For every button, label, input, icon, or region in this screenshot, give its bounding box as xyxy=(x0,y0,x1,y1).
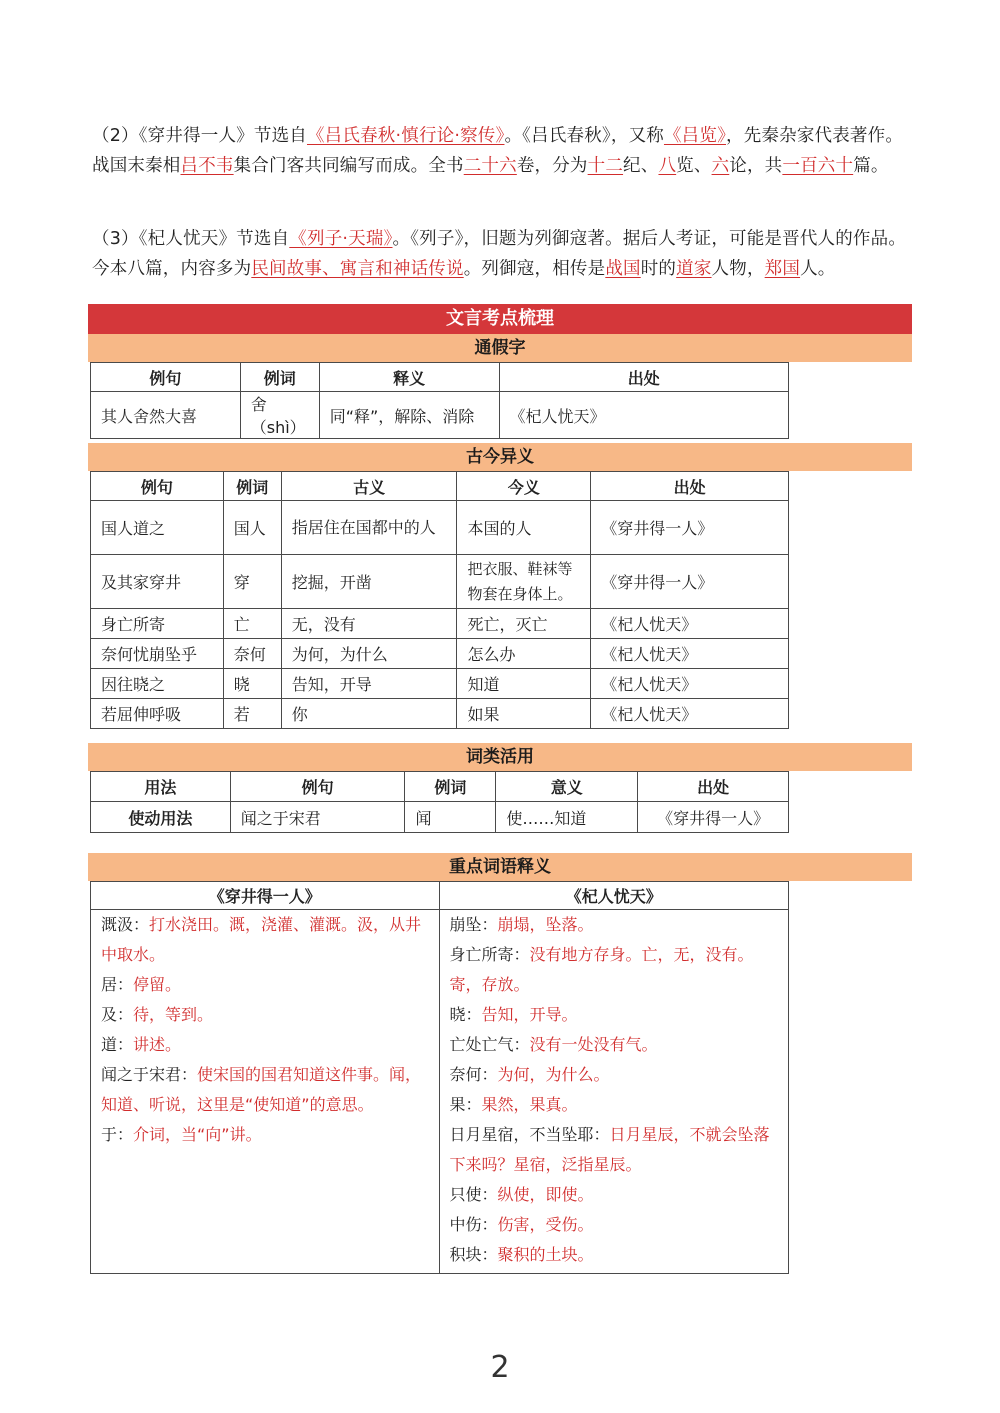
table-header-row: 用法 例句 例词 意义 出处 xyxy=(91,772,789,802)
table-header-row: 例句 例词 古义 今义 出处 xyxy=(91,472,789,501)
note-item: 居：停留。 xyxy=(101,975,182,994)
table-row: 及其家穿井 穿 挖掘，开凿 把衣服、鞋袜等物套在身体上。 《穿井得一人》 xyxy=(91,555,789,609)
gujin-table xyxy=(90,471,789,729)
note-item: 亡处亡气：没有一处没有气。 xyxy=(449,1035,658,1054)
cilei-table xyxy=(90,771,789,833)
table-row: 身亡所寄 亡 无，没有 死亡，灭亡 《杞人忧天》 xyxy=(91,609,789,639)
note-item: 只使：纵使，即使。 xyxy=(449,1185,594,1204)
source-title: 《吕氏春秋·慎行论·察传》 xyxy=(306,126,505,146)
note-item: 果：果然，果真。 xyxy=(449,1095,578,1114)
note-item: 闻之于宋君：使宋国的国君知道这件事。闻，知道、听说，这里是“使知道”的意思。 xyxy=(101,1065,422,1114)
note-item: 道：讲述。 xyxy=(101,1035,182,1054)
note-item: 晓：告知，开导。 xyxy=(449,1005,578,1024)
right-notes xyxy=(439,910,788,1274)
note-item: 于：介词，当“向”讲。 xyxy=(101,1125,262,1144)
note-item: 崩坠：崩塌，坠落。 xyxy=(449,915,594,934)
table-header-row: 《穿井得一人》 《杞人忧天》 xyxy=(91,882,789,910)
note-item: 日月星宿，不当坠耶：日月星辰，不就会坠落下来吗？星宿，泛指星辰。 xyxy=(449,1125,770,1174)
note-item: 奈何：为何，为什么。 xyxy=(449,1065,610,1084)
table-row: 国人道之 国人 指居住在国都中的人 本国的人 《穿井得一人》 xyxy=(91,501,789,555)
note-item: 中伤：伤害，受伤。 xyxy=(449,1215,594,1234)
note-item: 溉汲：打水浇田。溉，浇灌、灌溉。汲，从井中取水。 xyxy=(101,915,422,964)
table-row: 若屈伸呼吸 若 你 如果 《杞人忧天》 xyxy=(91,699,789,729)
intro-paragraph-3: （3）《杞人忧天》节选自《列子·天瑞》。《列子》，旧题为列御寇著。据后人考证，可能是晋代人的作品。今本八篇，内容多为民间故事、寓言和神话传说。列御寇，相传是战国时的道家人物，郑国人。 xyxy=(92,229,907,279)
zhongdian-table xyxy=(90,881,789,1274)
note-item: 及：待，等到。 xyxy=(101,1005,214,1024)
table-row: 使动用法 闻之于宋君 闻 使……知道 《穿井得一人》 xyxy=(91,802,789,833)
note-item: 积块：聚积的土块。 xyxy=(449,1245,594,1264)
table-row: 奈何忧崩坠乎 奈何 为何，为什么 怎么办 《杞人忧天》 xyxy=(91,639,789,669)
gujin-header: 古今异义 xyxy=(88,443,912,471)
cilei-header: 词类活用 xyxy=(88,743,912,771)
tongjia-header: 通假字 xyxy=(88,334,912,362)
section-title-banner: 文言考点梳理 xyxy=(88,304,912,334)
intro-paragraph-2: （2）《穿井得一人》节选自《吕氏春秋·慎行论·察传》。《吕氏春秋》，又称《吕览》，先秦杂家代表著作。战国末秦相吕不韦集合门客共同编写而成。全书二十六卷，分为十二纪、八览、六论，共一百六十篇。 xyxy=(92,126,904,176)
tongjia-table xyxy=(90,362,789,439)
note-item: 身亡所寄：没有地方存身。亡，无，没有。寄，存放。 xyxy=(449,945,754,994)
page-number: 2 xyxy=(490,1350,510,1385)
table-row: 其人舍然大喜 舍（shì） 同“释”，解除、消除 《杞人忧天》 xyxy=(91,392,789,439)
left-notes xyxy=(91,910,440,1274)
table-header-row: 例句 例词 释义 出处 xyxy=(91,363,789,392)
table-row xyxy=(91,910,789,1274)
zhongdian-header: 重点词语释义 xyxy=(88,853,912,881)
table-row: 因往晓之 晓 告知，开导 知道 《杞人忧天》 xyxy=(91,669,789,699)
